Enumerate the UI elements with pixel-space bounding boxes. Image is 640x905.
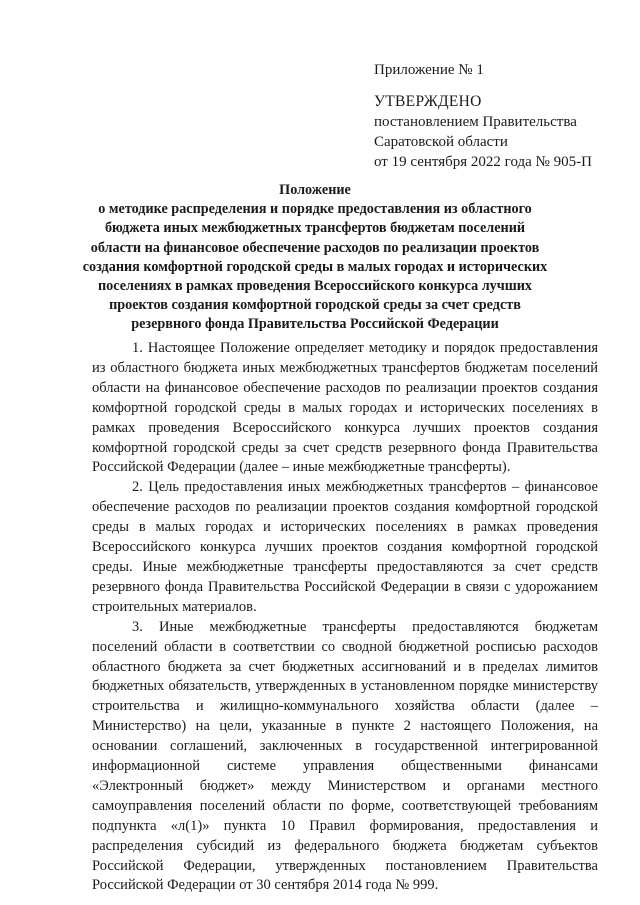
approval-line-1: постановлением Правительства [374, 114, 577, 130]
document-body [92, 339, 598, 896]
appendix-label: Приложение № 1 [374, 62, 484, 78]
document-title [80, 181, 550, 335]
title-heading: Положение [279, 182, 351, 198]
approval-line-3: от 19 сентября 2022 года № 905-П [374, 154, 592, 170]
approval-line-2: Саратовской области [374, 134, 508, 150]
paragraph-1: 1. Настоящее Положение определяет методику и порядок предоставления из областного бюджета иных межбюджетных трансфертов бюджетам поселений области на финансовое обеспечение расходов по реализации проектов создания комфортной городской среды в малых городах и исторических поселениях в рамках проведения Всероссийского конкурса лучших проектов создания комфортной городской среды за счет средств резервного фонда Правительства Российской Федерации (далее – иные межбюджетные трансферты). [92, 340, 598, 476]
title-subtitle: о методике распределения и порядке предоставления из областного бюджета иных межбюджетных трансфертов бюджетам поселений области на финансовое обеспечение расходов по реализации проектов создания комфортной городской среды в малых городах и исторических поселениях в рамках проведения Всероссийского конкурса лучших проектов создания комфортной городской среды за счет средств резервного фонда Правительства Российской Федерации [82, 201, 548, 333]
paragraph-3: 3. Иные межбюджетные трансферты предоставляются бюджетам поселений области в соответствии со сводной бюджетной росписью расходов областного бюджета за счет бюджетных ассигнований и в пределах лимитов бюджетных обязательств, утвержденных в установленном порядке министерству строительства и жилищно-коммунального хозяйства области (далее – Министерство) на цели, указанные в пункте 2 настоящего Положения, на основании соглашений, заключенных в государственной интегрированной информационной системе управления общественными финансами «Электронный бюджет» между Министерством и органами местного самоуправления поселений области по форме, соответствующей требованиям подпункта «л(1)» пункта 10 Правил формирования, предоставления и распределения субсидий из федерального бюджета бюджетам субъектов Российской Федерации, утвержденных постановлением Правительства Российской Федерации от 30 сентября 2014 года № 999. [92, 618, 598, 894]
approval-block [374, 60, 624, 172]
paragraph-2: 2. Цель предоставления иных межбюджетных трансфертов – финансовое обеспечение расходов по реализации проектов создания комфортной городской среды в малых городах и исторических поселениях в рамках проведения Всероссийского конкурса лучших проектов создания комфортной городской среды. Иные межбюджетные трансферты предоставляются за счет средств резервного фонда Правительства Российской Федерации в связи с удорожанием строительных материалов. [92, 479, 598, 615]
approved-label: УТВЕРЖДЕНО [374, 93, 482, 110]
